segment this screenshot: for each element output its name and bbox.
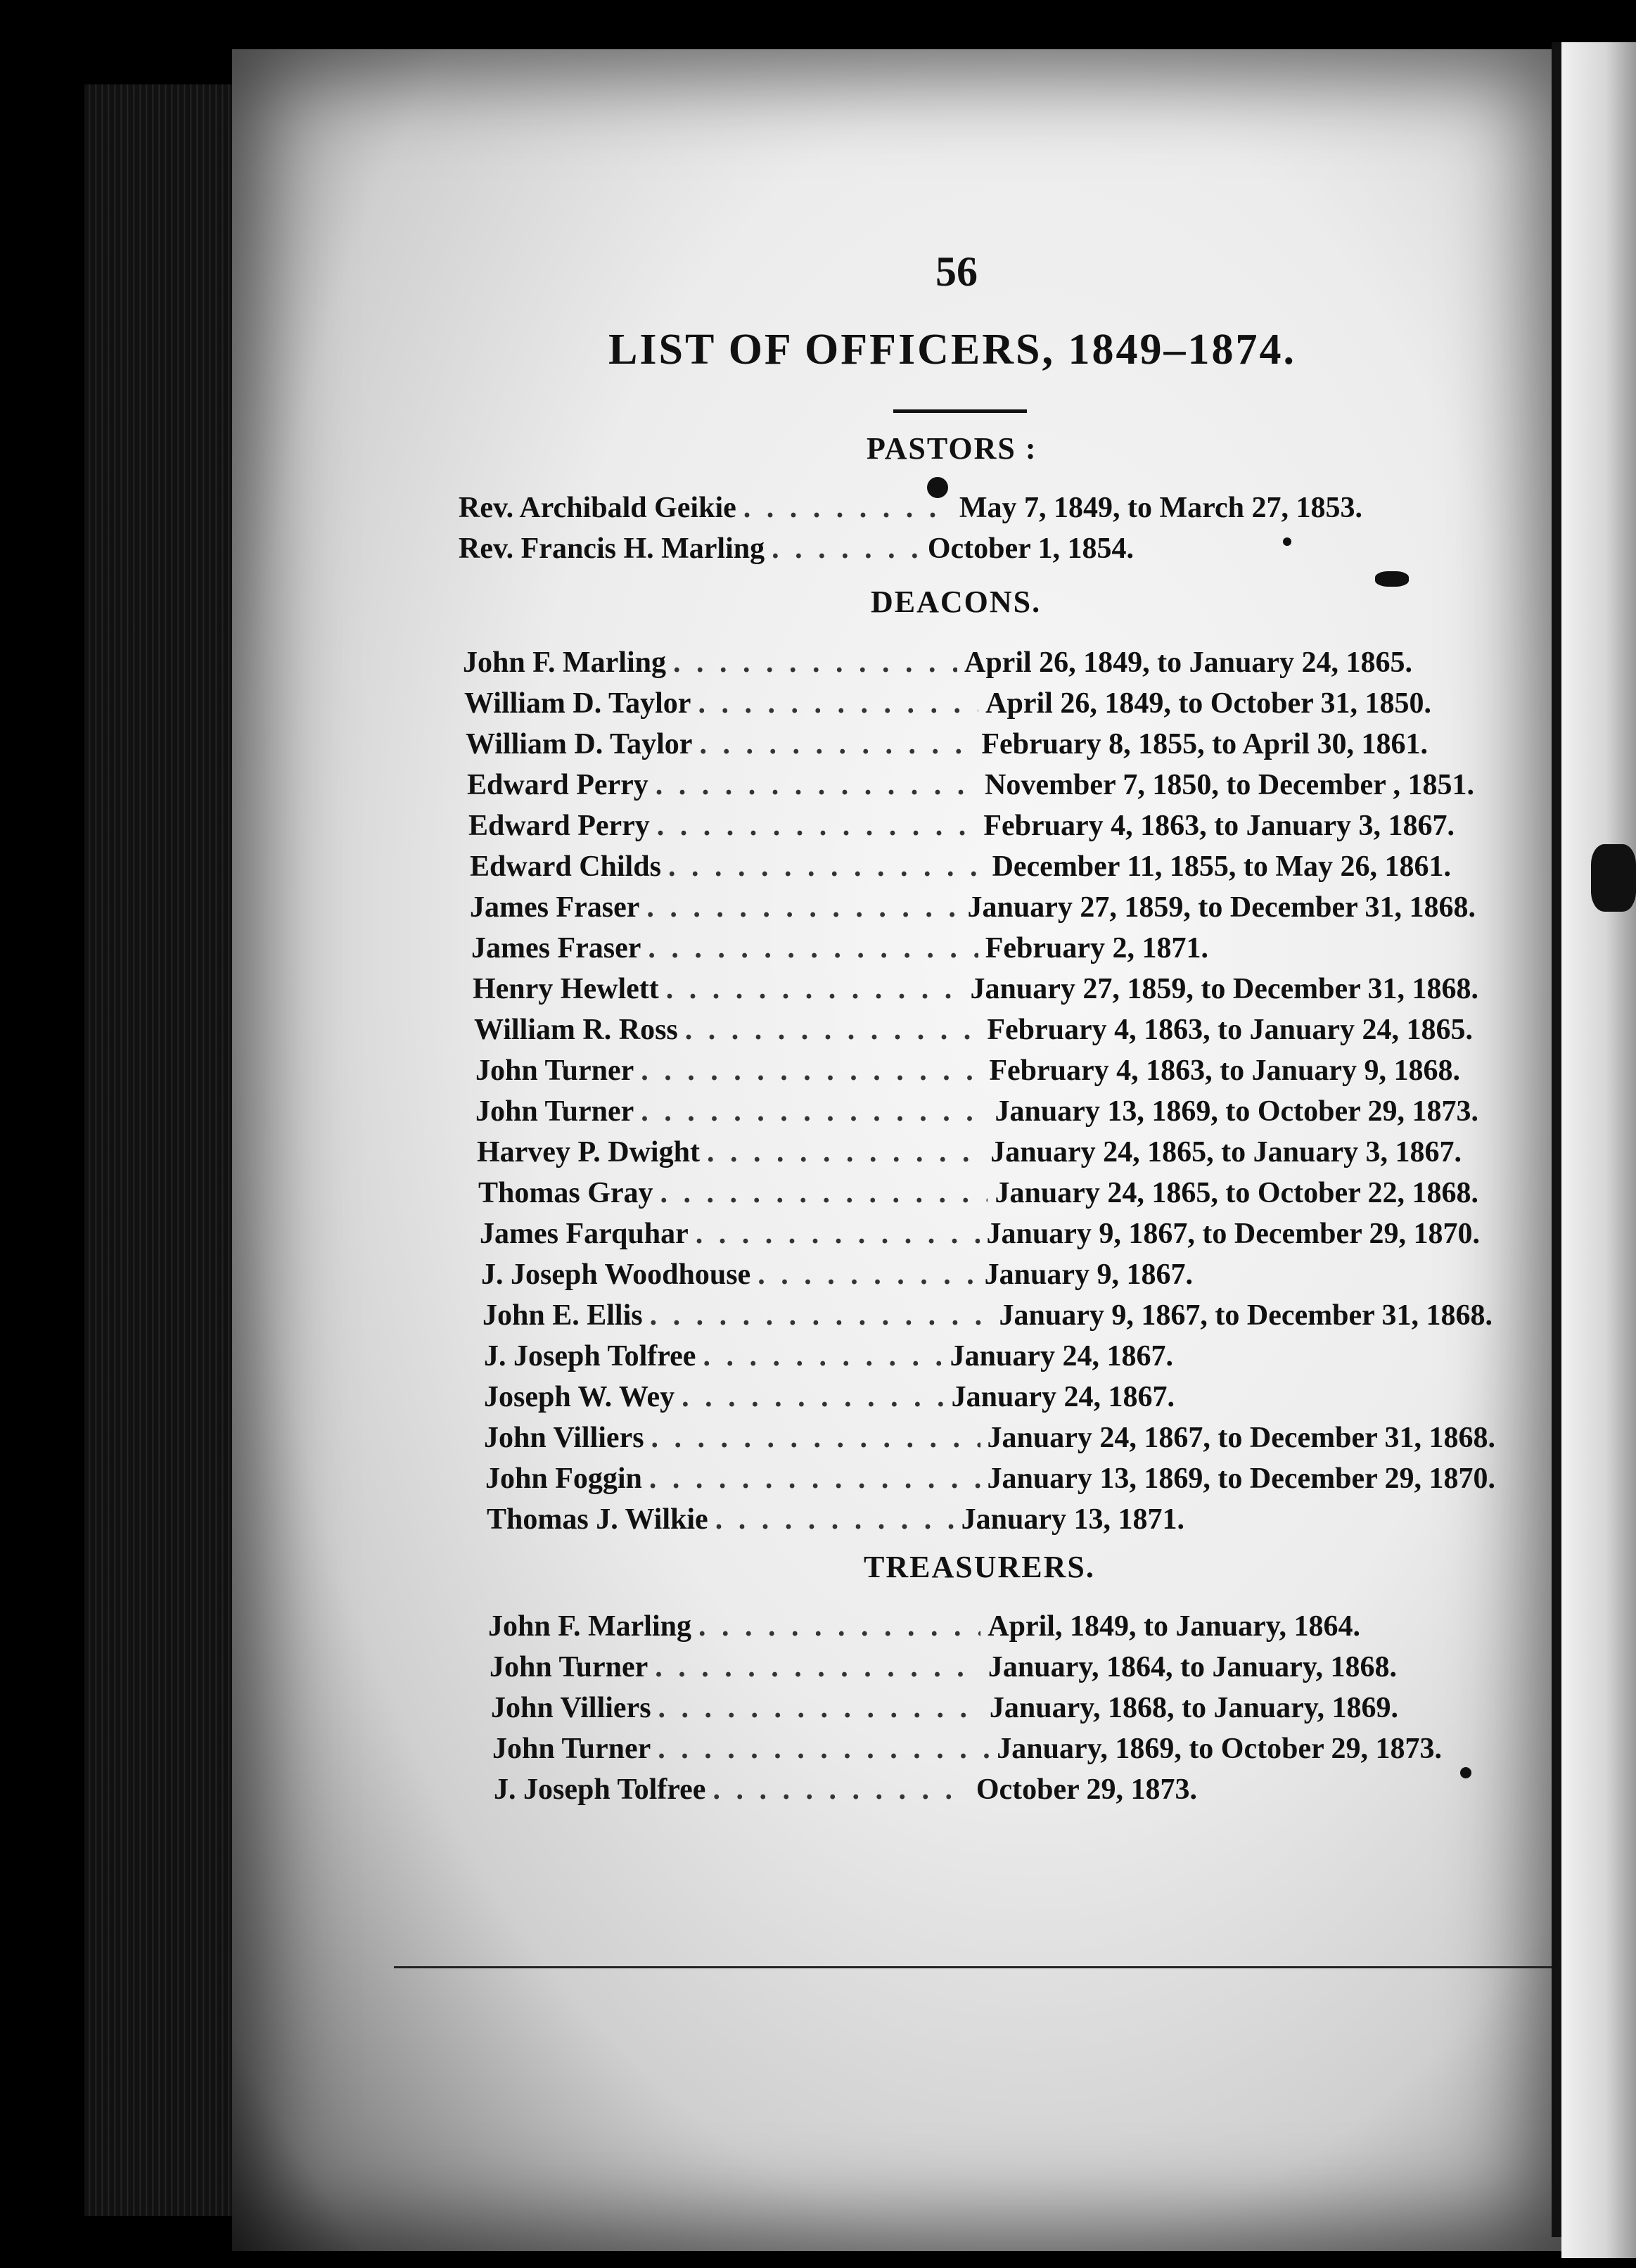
officer-term: January 24, 1865, to January 3, 1867. (990, 1136, 1462, 1168)
officer-name: John Villiers (484, 1422, 644, 1454)
dot-leader (656, 768, 978, 802)
treasurer-entry (492, 1732, 1442, 1769)
facing-page-edge (1561, 42, 1636, 2258)
officer-name: Edward Perry (467, 769, 648, 801)
officer-name: Rev. Archibald Geikie (459, 492, 736, 524)
officer-term: April, 1849, to January, 1864. (988, 1610, 1360, 1643)
officer-name: Joseph W. Wey (484, 1381, 675, 1413)
dot-leader (758, 1258, 977, 1292)
deacon-entry (478, 1176, 1478, 1213)
dot-leader (772, 532, 921, 566)
deacon-entry (464, 687, 1431, 723)
dot-leader (703, 1339, 942, 1373)
officer-term: April 26, 1849, to October 31, 1850. (985, 687, 1431, 720)
deacon-entry (475, 1095, 1478, 1131)
officer-term: January 9, 1867. (984, 1259, 1193, 1291)
dot-leader (668, 850, 985, 884)
dot-leader (712, 1773, 969, 1807)
treasurer-entry (488, 1610, 1360, 1646)
officer-name: William D. Taylor (466, 728, 693, 760)
officer-name: Rev. Francis H. Marling (459, 533, 765, 565)
officer-term: January 27, 1859, to December 31, 1868. (967, 891, 1476, 924)
deacons-heading: DEACONS. (871, 585, 1042, 619)
treasurer-entry (491, 1691, 1398, 1728)
pastors-heading: PASTORS : (867, 431, 1037, 466)
officer-term: February 4, 1863, to January 3, 1867. (983, 810, 1455, 842)
officer-name: J. Joseph Tolfree (484, 1340, 696, 1372)
dot-leader (696, 1217, 980, 1251)
officer-name: William D. Taylor (464, 687, 691, 720)
dot-leader (698, 687, 978, 720)
deacon-entry (468, 809, 1455, 846)
officer-term: January, 1869, to October 29, 1873. (997, 1733, 1442, 1765)
dot-leader (698, 1610, 980, 1643)
officer-name: William R. Ross (474, 1014, 678, 1046)
officer-name: John Turner (475, 1055, 634, 1087)
officer-term: November 7, 1850, to December , 1851. (985, 769, 1474, 801)
deacon-entry (470, 850, 1451, 886)
deacon-entry (470, 891, 1476, 927)
dot-leader (715, 1503, 954, 1536)
officer-term: January 24, 1867. (951, 1381, 1175, 1413)
page-title: LIST OF OFFICERS, 1849–1874. (608, 326, 1296, 374)
officer-name: John F. Marling (488, 1610, 691, 1643)
officer-name: Edward Childs (470, 850, 661, 883)
ink-blot (927, 477, 948, 498)
deacon-entry (487, 1503, 1184, 1539)
officer-term: January 24, 1867. (950, 1340, 1173, 1372)
dot-leader (646, 891, 960, 924)
deacon-entry (471, 931, 1208, 968)
officer-name: James Fraser (470, 891, 640, 924)
officer-term: December 11, 1855, to May 26, 1861. (992, 850, 1451, 883)
officer-name: J. Joseph Tolfree (494, 1773, 706, 1806)
officer-name: John Foggin (485, 1463, 642, 1495)
page-number: 56 (935, 248, 978, 295)
deacon-entry (484, 1380, 1175, 1417)
officer-term: January 13, 1869, to October 29, 1873. (995, 1095, 1478, 1128)
officer-term: May 7, 1849, to March 27, 1853. (959, 492, 1362, 524)
officer-name: John Villiers (491, 1692, 651, 1724)
officer-term: February 2, 1871. (985, 932, 1208, 964)
deacon-entry (480, 1217, 1480, 1254)
title-rule (893, 409, 1027, 413)
deacon-entry (483, 1299, 1493, 1335)
dot-leader (650, 1299, 992, 1332)
officer-term: January 24, 1867, to December 31, 1868. (987, 1422, 1495, 1454)
officer-name: James Farquhar (480, 1218, 689, 1250)
ink-blot (1460, 1767, 1471, 1778)
officer-name: John F. Marling (463, 646, 666, 679)
dot-leader (685, 1013, 980, 1047)
officer-name: Thomas J. Wilkie (487, 1503, 708, 1536)
dot-leader (658, 1691, 983, 1725)
deacon-entry (475, 1054, 1460, 1090)
dot-leader (657, 809, 977, 843)
dot-leader (648, 931, 978, 965)
page-rule (394, 1966, 1552, 1968)
deacon-entry (466, 727, 1428, 764)
dot-leader (682, 1380, 944, 1414)
officer-name: James Fraser (471, 932, 641, 964)
book-gutter-line (1552, 42, 1561, 2237)
deacon-entry (467, 768, 1474, 805)
officer-name: Harvey P. Dwight (477, 1136, 700, 1168)
pastor-entry (459, 532, 1134, 568)
treasurers-heading: TREASURERS. (864, 1550, 1095, 1584)
deacon-entry (484, 1339, 1173, 1376)
dot-leader (649, 1462, 980, 1496)
officer-name: John E. Ellis (483, 1299, 643, 1332)
dot-leader (707, 1135, 983, 1169)
dot-leader (658, 1732, 990, 1766)
dot-leader (666, 972, 964, 1006)
treasurer-entry (494, 1773, 1197, 1809)
ink-blot (1375, 571, 1409, 587)
officer-name: Thomas Gray (478, 1177, 653, 1209)
officer-term: January 9, 1867, to December 29, 1870. (986, 1218, 1480, 1250)
officer-term: October 1, 1854. (927, 533, 1134, 565)
deacon-entry (481, 1258, 1193, 1294)
officer-name: John Turner (492, 1733, 651, 1765)
deacon-entry (485, 1462, 1495, 1498)
treasurer-entry (490, 1650, 1397, 1687)
officer-term: February 4, 1863, to January 9, 1868. (989, 1055, 1460, 1087)
officer-term: January, 1868, to January, 1869. (989, 1692, 1398, 1724)
deacon-entry (463, 646, 1412, 682)
officer-term: January 27, 1859, to December 31, 1868. (970, 973, 1478, 1005)
deacon-entry (477, 1135, 1462, 1172)
officer-name: Edward Perry (468, 810, 650, 842)
dot-leader (641, 1095, 988, 1128)
officer-term: January 9, 1867, to December 31, 1868. (999, 1299, 1493, 1332)
officer-term: January 13, 1869, to December 29, 1870. (987, 1463, 1495, 1495)
ink-blot (1283, 537, 1291, 546)
officer-name: Henry Hewlett (473, 973, 659, 1005)
dot-leader (699, 727, 974, 761)
dot-leader (673, 646, 957, 680)
deacon-entry (474, 1013, 1473, 1050)
officer-name: John Turner (490, 1651, 648, 1683)
dot-leader (641, 1054, 982, 1088)
officer-term: February 8, 1855, to April 30, 1861. (981, 728, 1428, 760)
dot-leader (660, 1176, 988, 1210)
officer-name: John Turner (475, 1095, 634, 1128)
dot-leader (651, 1421, 980, 1455)
officer-term: January 24, 1865, to October 22, 1868. (995, 1177, 1478, 1209)
deacon-entry (473, 972, 1478, 1009)
ink-blot (1591, 844, 1636, 912)
officer-term: October 29, 1873. (976, 1773, 1197, 1806)
deacon-entry (484, 1421, 1495, 1458)
pastor-entry (459, 491, 1362, 528)
officer-name: J. Joseph Woodhouse (481, 1259, 751, 1291)
officer-term: January, 1864, to January, 1868. (988, 1651, 1397, 1683)
dot-leader (743, 491, 952, 525)
officer-term: February 4, 1863, to January 24, 1865. (987, 1014, 1473, 1046)
officer-term: January 13, 1871. (961, 1503, 1184, 1536)
officer-term: April 26, 1849, to January 24, 1865. (964, 646, 1412, 679)
dot-leader (655, 1650, 981, 1684)
